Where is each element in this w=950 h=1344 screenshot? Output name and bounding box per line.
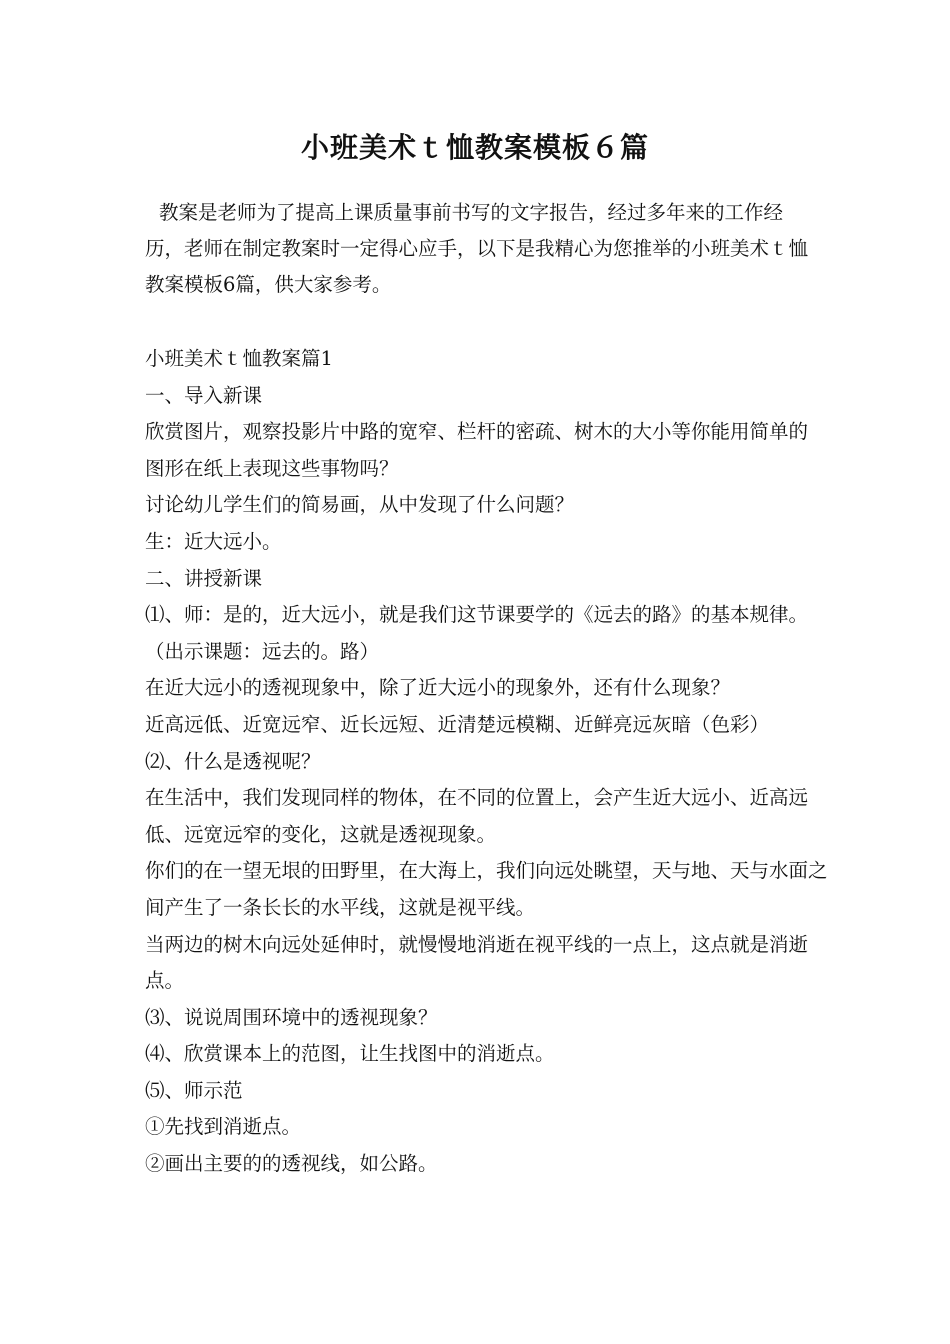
paragraph: 欣赏图片，观察投影片中路的宽窄、栏杆的密疏、树木的大小等你能用简单的图形在纸上表现这些事物吗？ (145, 420, 809, 480)
paragraph: 生：近大远小。 (145, 529, 282, 553)
paragraph: ⑸、师示范 (145, 1078, 243, 1102)
paragraph: 讨论幼儿学生们的简易画，从中发现了什么问题？ (145, 493, 575, 517)
paragraph: 近高远低、近宽远窄、近长远短、近清楚远模糊、近鲜亮远灰暗（色彩） (145, 712, 770, 736)
paragraph: ⑶、说说周围环境中的透视现象？ (145, 1005, 438, 1029)
lesson-body (145, 341, 835, 1183)
paragraph: 你们的在一望无垠的田野里，在大海上，我们向远处眺望，天与地、天与水面之间产生了一条长长的水平线，这就是视平线。 (145, 859, 828, 919)
paragraph: 在生活中，我们发现同样的物体，在不同的位置上，会产生近大远小、近高远低、远宽远窄的变化，这就是透视现象。 (145, 786, 809, 846)
paragraph: ⑷、欣赏课本上的范图，让生找图中的消逝点。 (145, 1042, 555, 1066)
paragraph: 一、导入新课 (145, 383, 263, 407)
paragraph: ⑴、师：是的，近大远小，就是我们这节课要学的《远去的路》的基本规律。（出示课题：远去的。路） (145, 603, 809, 663)
paragraph: ①先找到消逝点。 (145, 1115, 302, 1139)
paragraph: 当两边的树木向远处延伸时，就慢慢地消逝在视平线的一点上，这点就是消逝点。 (145, 932, 809, 993)
paragraph: ②画出主要的的透视线，如公路。 (145, 1152, 438, 1176)
section-heading: 小班美术ｔ恤教案篇1 (145, 347, 333, 370)
intro-block (145, 195, 810, 303)
document-title: 小班美术ｔ恤教案模板６篇 (300, 131, 649, 164)
intro-paragraph: 教案是老师为了提高上课质量事前书写的文字报告，经过多年来的工作经历，老师在制定教案时一定得心应手，以下是我精心为您推举的小班美术ｔ恤教案模板6篇，供大家参考。 (145, 201, 809, 296)
paragraph: ⑵、什么是透视呢？ (145, 749, 321, 773)
paragraph: 在近大远小的透视现象中，除了近大远小的现象外，还有什么现象？ (145, 676, 731, 700)
paragraph: 二、讲授新课 (145, 566, 263, 590)
